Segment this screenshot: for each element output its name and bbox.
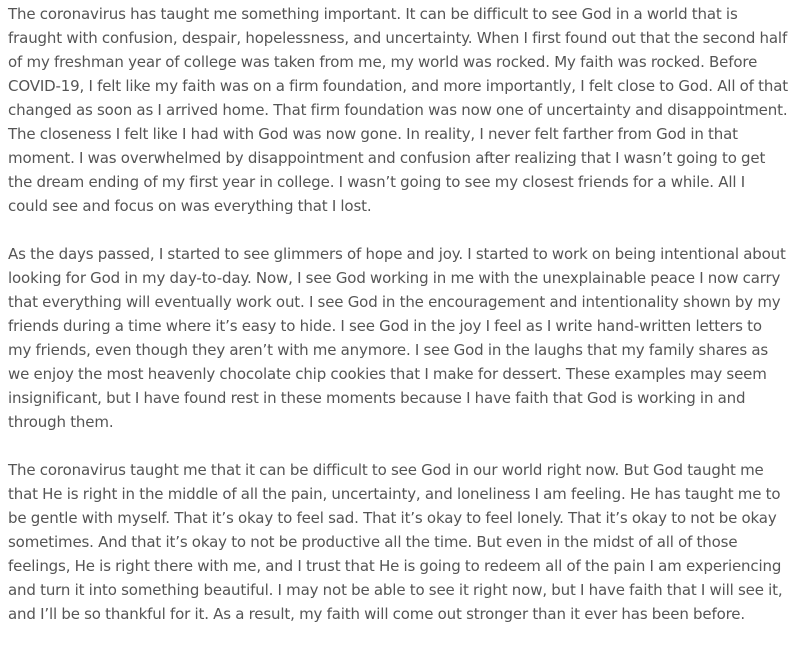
article-body [8,2,788,650]
paragraph-1: The coronavirus has taught me something important. It can be difficult to see God in a world that is fraught with confusion, despair, hopelessness, and uncertainty. When I first found out that the second half of my freshman year of college was taken from me, my world was rocked. My faith was rocked. Before COVID-19, I felt like my faith was on a firm foundation, and more importantly, I felt close to God. All of that changed as soon as I arrived home. That firm foundation was now one of uncertainty and disappointment. The closeness I felt like I had with God was now gone. In reality, I never felt farther from God in that moment. I was overwhelmed by disappointment and confusion after realizing that I wasn’t going to get the dream ending of my first year in college. I wasn’t going to see my closest friends for a while. All I could see and focus on was everything that I lost. [8,5,788,215]
paragraph-2: As the days passed, I started to see glimmers of hope and joy. I started to work on being intentional about looking for God in my day-to-day. Now, I see God working in me with the unexplainable peace I now carry that everything will eventually work out. I see God in the encouragement and intentionality shown by my friends during a time where it’s easy to hide. I see God in the joy I feel as I write hand-written letters to my friends, even though they aren’t with me anymore. I see God in the laughs that my family shares as we enjoy the most heavenly chocolate chip cookies that I make for dessert. These examples may seem insignificant, but I have found rest in these moments because I have faith that God is working in and through them. [8,245,786,431]
paragraph-3: The coronavirus taught me that it can be difficult to see God in our world right now. But God taught me that He is right in the middle of all the pain, uncertainty, and loneliness I am feeling. He has taught me to be gentle with myself. That it’s okay to feel sad. That it’s okay to feel lonely. That it’s okay to not be okay sometimes. And that it’s okay to not be productive all the time. But even in the midst of all of those feelings, He is right there with me, and I trust that He is going to redeem all of the pain I am experiencing and turn it into something beautiful. I may not be able to see it right now, but I have faith that I will see it, and I’ll be so thankful for it. As a result, my faith will come out stronger than it ever has been before. [8,461,783,623]
